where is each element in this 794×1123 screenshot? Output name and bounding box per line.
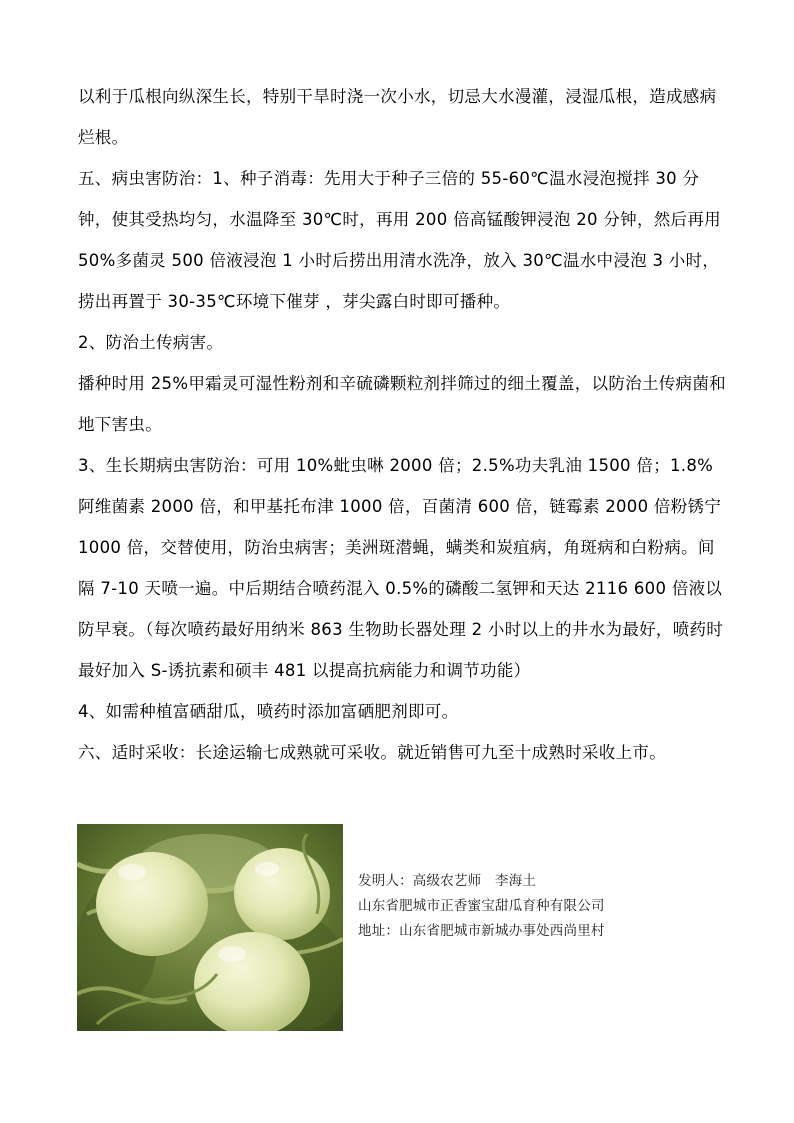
paragraph-selenium-melon: 4、如需种植富硒甜瓜，喷药时添加富硒肥剂即可。 (78, 702, 459, 721)
melon-photo (77, 824, 343, 1031)
inventor-line: 发明人：高级农艺师 李海土 (358, 873, 537, 889)
paragraph-growth-period-control: 3、生长期病虫害防治：可用 10%蚍虫啉 2000 倍；2.5%功夫乳油 1500 倍；1.8%阿维菌素 2000 倍，和甲基托布津 1000 倍，百菌清 600 倍，链霉素 2000 倍粉锈宁 1000 倍，交替使用，防治虫病害；美洲斑潜蝇，螨类和炭疽病，角斑病和白粉病。间隔 7-10 天喷一遍。中后期结合喷药混入 0.5%的磷酸二氢钾和天达 2116 600 倍液以防早衰。（每次喷药最好用纳米 863 生物助长器处理 2 小时以上的井水为最好，喷药时最好加入 S-诱抗素和硕丰 481 以提高抗病能力和调节功能） (78, 456, 724, 680)
paragraph-harvest: 六、适时采收：长途运输七成熟就可采收。就近销售可九至十成熟时采收上市。 (78, 743, 666, 762)
company-line: 山东省肥城市正香蜜宝甜瓜育种有限公司 (358, 898, 605, 914)
address-line: 地址：山东省肥城市新城办事处西尚里村 (358, 923, 605, 939)
paragraph-irrigation: 以利于瓜根向纵深生长，特别干旱时浇一次小水，切忌大水漫灌，浸湿瓜根，造成感病烂根。 (78, 87, 717, 147)
contact-info (358, 869, 758, 944)
paragraph-pest-control-seed-disinfection: 五、病虫害防治：1、种子消毒：先用大于种子三倍的 55-60℃温水浸泡搅拌 30 分钟，使其受热均匀，水温降至 30℃时，再用 200 倍高锰酸钾浸泡 20 分钟，然后再用 50%多菌灵 500 倍液浸泡 1 小时后捞出用清水洗净，放入 30℃温水中浸泡 3 小时，捞出再置于 30-35℃环境下催芽 ，芽尖露白时即可播种。 (78, 169, 721, 311)
body-text (78, 76, 728, 773)
paragraph-soil-disease-method: 播种时用 25%甲霜灵可湿性粉剂和辛硫磷颗粒剂拌筛过的细土覆盖，以防治土传病菌和地下害虫。 (78, 374, 726, 434)
melon-illustration (77, 824, 343, 1031)
paragraph-soil-disease-heading: 2、防治土传病害。 (78, 333, 224, 352)
